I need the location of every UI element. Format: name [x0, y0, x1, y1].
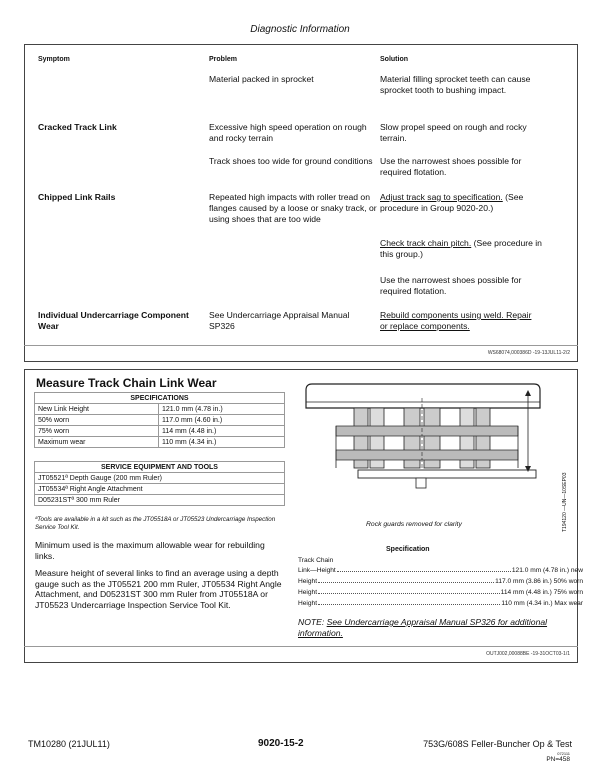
spec-line-value: 110 mm (4.34 in.) Max wear — [501, 600, 583, 607]
spec-value: 117.0 mm (4.60 in.) — [159, 415, 285, 426]
problem-cell: Excessive high speed operation on rough and rocky terrain — [209, 122, 367, 143]
spec-line — [298, 600, 583, 607]
symptom-cell: Individual Undercarriage Component Wear — [38, 310, 189, 331]
note-label: NOTE: — [298, 617, 325, 627]
table-header: SPECIFICATIONS — [35, 393, 285, 404]
footer-manual-id: TM10280 (21JUL11) — [28, 739, 110, 749]
spec-value: 114 mm (4.48 in.) — [159, 426, 285, 437]
spec-value: 110 mm (4.34 in.) — [159, 437, 285, 448]
spec-line-label: Height — [298, 589, 318, 596]
figure-id: T194120 —UN—10SEP03 — [562, 472, 568, 532]
problem-cell: Repeated high impacts with roller tread on flanges caused by a loose or snaky track, or using shoes that are too wide — [209, 192, 377, 224]
spec-line-value: 121.0 mm (4.78 in.) new — [511, 567, 583, 574]
footer-page-code: 9020-15-2 — [258, 738, 304, 749]
footer-small: 072111 — [557, 751, 570, 756]
solution-cell — [380, 238, 555, 260]
section-title: Measure Track Chain Link Wear — [36, 376, 217, 390]
tool-row: JT05521ª Depth Gauge (200 mm Ruler) — [35, 473, 285, 484]
divider — [24, 646, 578, 647]
spec-line-value: 117.0 mm (3.86 in.) 50% worn — [495, 578, 583, 585]
page-number: PN=458 — [546, 756, 570, 763]
paragraph: Minimum used is the maximum allowable wear for rebuilding links. — [35, 540, 265, 561]
page-header: Diagnostic Information — [250, 24, 350, 35]
note — [298, 617, 560, 638]
col-symptom-header: Symptom — [38, 56, 70, 63]
table-header: SERVICE EQUIPMENT AND TOOLS — [35, 462, 285, 473]
symptom-cell: Chipped Link Rails — [38, 192, 116, 202]
spec-group-label: Track Chain — [298, 557, 334, 564]
solution-text: (See procedure in Group 9020-20.) — [380, 192, 524, 213]
paragraph: Measure height of several links to find an average using a depth gauge such as the JT05521 200 mm Ruler, JT05534 Right Angle Attachment, and D05231ST 300 mm Ruler from JT05518A or JT05523 Undercarriage Inspection Service Tool Kit. — [35, 568, 282, 610]
spec-line-label: Link—Height — [298, 567, 336, 574]
solution-cell: Slow propel speed on rough and rocky terrain. — [380, 122, 527, 143]
reference-code: WS68074,000386D -19-13JUL11-2/2 — [487, 350, 570, 356]
spec-label: 75% worn — [35, 426, 159, 437]
footer-title: 753G/608S Feller-Buncher Op & Test — [423, 739, 572, 749]
spec-line-value: 114 mm (4.48 in.) 75% worn — [500, 589, 583, 596]
spec-line-label: Height — [298, 600, 318, 607]
solution-cell: Use the narrowest shoes possible for required flotation. — [380, 156, 522, 177]
col-problem-header: Problem — [209, 56, 238, 63]
reference-code: OUTJ002,00088BE -19-31OCT03-1/1 — [486, 651, 570, 657]
spec-label: Maximum wear — [35, 437, 159, 448]
solution-cell: Material filling sprocket teeth can cause sprocket tooth to bushing impact. — [380, 74, 531, 95]
solution-cell: Use the narrowest shoes possible for required flotation. — [380, 275, 522, 296]
solution-cell — [380, 192, 558, 214]
tool-row: D05231STª 300 mm Ruler — [35, 495, 285, 506]
divider — [24, 345, 578, 346]
problem-cell: Track shoes too wide for ground conditions — [209, 156, 373, 166]
spec-line — [298, 589, 583, 596]
solution-text: (See procedure in this group.) — [380, 238, 542, 259]
tool-row: JT05534ª Right Angle Attachment — [35, 484, 285, 495]
col-solution-header: Solution — [380, 56, 408, 63]
spec-label: New Link Height — [35, 404, 159, 415]
problem-cell: Material packed in sprocket — [209, 74, 314, 84]
solution-link[interactable]: Rebuild components using weld. Repair or replace components. — [380, 310, 532, 331]
problem-cell: See Undercarriage Appraisal Manual SP326 — [209, 310, 350, 331]
track-chain-figure — [296, 378, 556, 516]
figure-caption: Rock guards removed for clarity — [366, 521, 462, 528]
specifications-table — [34, 392, 285, 448]
spec-label: 50% worn — [35, 415, 159, 426]
solution-link[interactable]: Check track chain pitch. — [380, 238, 472, 248]
note-link[interactable]: See Undercarriage Appraisal Manual SP326 for additional information. — [298, 617, 548, 638]
spec-line — [298, 578, 583, 585]
specification-heading: Specification — [386, 546, 430, 553]
spec-line — [298, 567, 583, 574]
tools-table — [34, 461, 285, 506]
spec-line-label: Height — [298, 578, 318, 585]
symptom-cell: Cracked Track Link — [38, 122, 117, 132]
tools-note: ªTools are available in a kit such as the JT05518A or JT05523 Undercarriage Inspection Service Tool Kit. — [35, 516, 276, 531]
solution-link[interactable]: Adjust track sag to specification. — [380, 192, 503, 202]
spec-value: 121.0 mm (4.78 in.) — [159, 404, 285, 415]
